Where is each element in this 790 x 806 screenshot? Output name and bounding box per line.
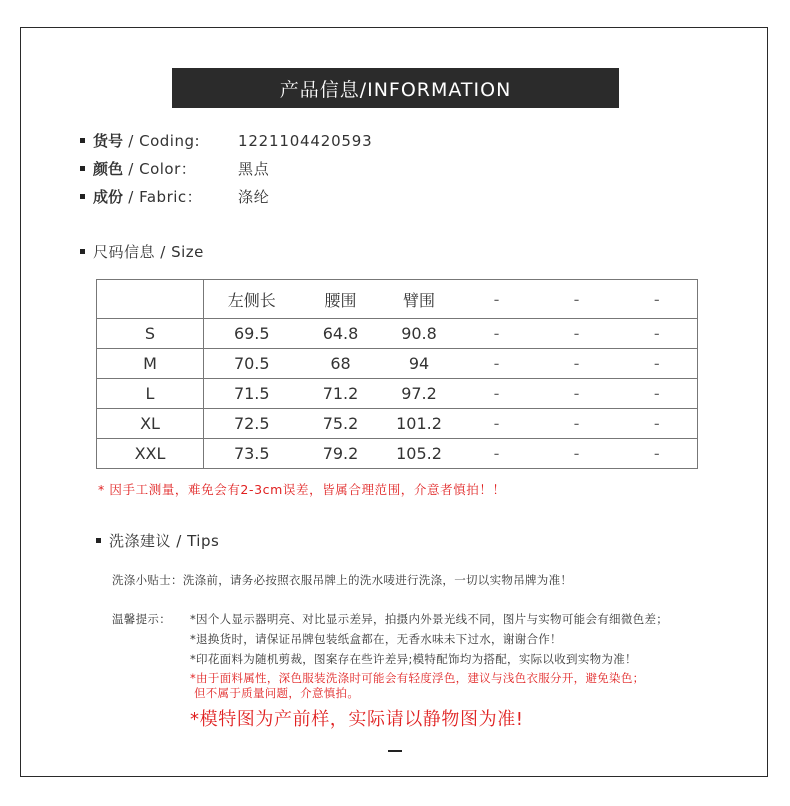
- table-header-cell: 左侧长: [204, 280, 300, 319]
- table-row: [97, 349, 698, 379]
- table-cell: XL: [97, 409, 204, 439]
- warm-tip-line: *印花面料为随机剪裁，图案存在些许差异;模特配饰均为搭配，实际以收到实物为准！: [190, 652, 637, 666]
- info-label: 货号 / Coding:: [93, 132, 201, 150]
- table-cell: 72.5: [204, 409, 300, 439]
- info-value: 1221104420593: [238, 131, 373, 150]
- table-cell: -: [537, 319, 617, 349]
- table-cell: -: [617, 409, 698, 439]
- table-cell: -: [457, 409, 537, 439]
- table-cell: M: [97, 349, 204, 379]
- info-row-fabric: [80, 186, 270, 207]
- table-cell: 70.5: [204, 349, 300, 379]
- table-cell: 101.2: [382, 409, 457, 439]
- table-header-cell: -: [457, 280, 537, 319]
- table-cell: 79.2: [300, 439, 382, 469]
- size-table: [96, 279, 698, 469]
- wash-tip-label: 洗涤小贴士：: [112, 573, 183, 587]
- table-row: [97, 439, 698, 469]
- warm-tip-label: 温馨提示：: [112, 612, 171, 626]
- size-section-title: 尺码信息 / Size: [80, 241, 204, 262]
- table-cell: 71.5: [204, 379, 300, 409]
- table-cell: -: [457, 379, 537, 409]
- bullet-icon: [96, 538, 101, 543]
- warm-tip-line: *退换货时，请保证吊牌包装纸盒都在，无香水味未下过水，谢谢合作！: [190, 632, 562, 646]
- info-label: 颜色 / Color：: [93, 160, 197, 178]
- table-cell: S: [97, 319, 204, 349]
- warm-tip-red-line: *由于面料属性，深色服装洗涤时可能会有轻度浮色，建议与浅色衣服分开，避免染色；: [190, 671, 645, 685]
- wash-tip: [112, 572, 572, 588]
- table-cell: 73.5: [204, 439, 300, 469]
- info-row-coding: [80, 130, 372, 151]
- table-header-cell: 臂围: [382, 280, 457, 319]
- bullet-icon: [80, 138, 85, 143]
- table-cell: 69.5: [204, 319, 300, 349]
- info-value: 涤纶: [238, 188, 270, 206]
- table-header-cell: -: [617, 280, 698, 319]
- table-cell: 105.2: [382, 439, 457, 469]
- bullet-icon: [80, 249, 85, 254]
- table-cell: 64.8: [300, 319, 382, 349]
- table-cell: -: [537, 379, 617, 409]
- table-row: [97, 319, 698, 349]
- table-cell: 68: [300, 349, 382, 379]
- wash-tip-text: 洗涤前，请务必按照衣服吊牌上的洗水唛进行洗涤，一切以实物吊牌为准！: [182, 573, 573, 587]
- tips-section-title: 洗涤建议 / Tips: [96, 530, 219, 551]
- table-cell: -: [617, 379, 698, 409]
- info-banner: [172, 68, 619, 108]
- table-row: [97, 409, 698, 439]
- table-cell: 97.2: [382, 379, 457, 409]
- table-cell: -: [617, 319, 698, 349]
- size-note: * 因手工测量，难免会有2-3cm误差，皆属合理范围，介意者慎拍！！: [98, 482, 506, 497]
- end-divider: [388, 750, 402, 752]
- info-row-color: [80, 158, 270, 179]
- table-cell: -: [457, 319, 537, 349]
- table-cell: -: [617, 439, 698, 469]
- table-header-cell: [97, 280, 204, 319]
- table-header-row: [97, 280, 698, 319]
- table-cell: 90.8: [382, 319, 457, 349]
- banner-title: 产品信息/INFORMATION: [279, 78, 512, 101]
- table-header-cell: 腰围: [300, 280, 382, 319]
- table-cell: 71.2: [300, 379, 382, 409]
- bullet-icon: [80, 166, 85, 171]
- table-cell: XXL: [97, 439, 204, 469]
- warm-tip-line: *因个人显示器明亮、对比显示差异，拍摄内外景光线不同，图片与实物可能会有细微色差；: [190, 612, 669, 626]
- table-cell: 94: [382, 349, 457, 379]
- table-cell: -: [457, 439, 537, 469]
- bullet-icon: [80, 194, 85, 199]
- table-row: [97, 379, 698, 409]
- table-cell: 75.2: [300, 409, 382, 439]
- info-label: 成份 / Fabric：: [93, 188, 203, 206]
- table-cell: -: [537, 409, 617, 439]
- table-cell: -: [457, 349, 537, 379]
- table-header-cell: -: [537, 280, 617, 319]
- warm-tip-red-line: 但不属于质量问题，介意慎拍。: [190, 686, 360, 700]
- table-cell: L: [97, 379, 204, 409]
- table-cell: -: [537, 439, 617, 469]
- table-cell: -: [537, 349, 617, 379]
- info-value: 黑点: [238, 160, 270, 178]
- sample-note: *模特图为产前样，实际请以静物图为准!: [190, 709, 524, 730]
- table-cell: -: [617, 349, 698, 379]
